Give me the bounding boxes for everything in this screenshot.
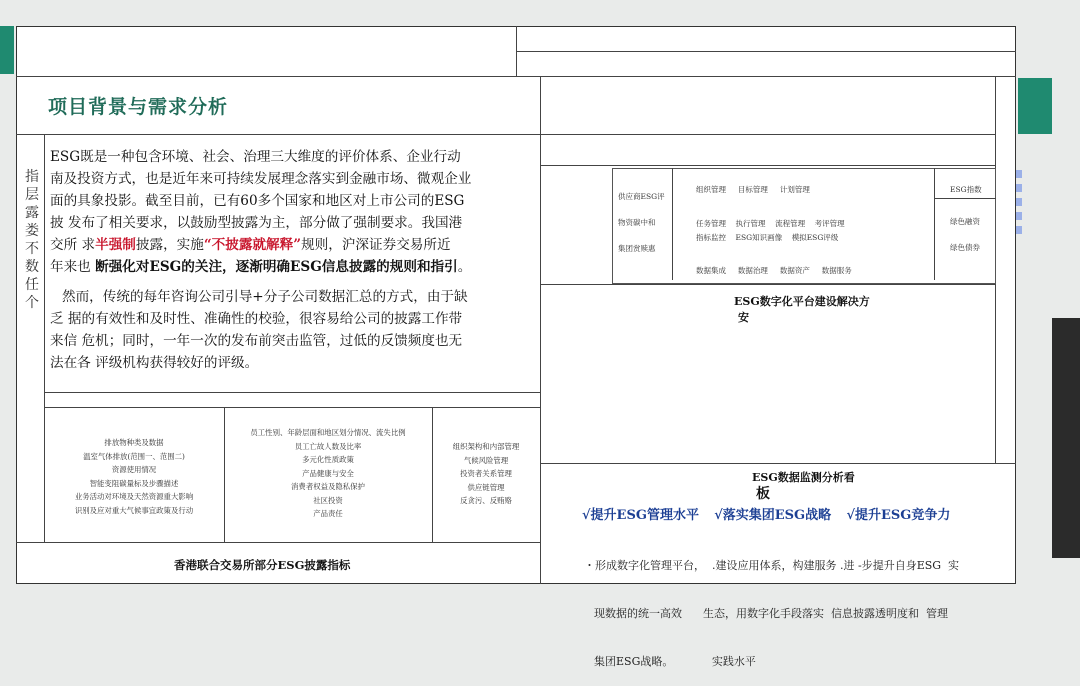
problem-paragraph (50, 286, 540, 374)
indicator-item: 供应链管理 (467, 482, 505, 492)
text-span: 交所 求 (50, 237, 96, 253)
platform-module: 考评管理 (814, 219, 845, 228)
title-underline (16, 134, 540, 135)
para1-line: 南及投资方式，也是近年来可持续发展理念落实到金融市场、微观企业 (50, 171, 472, 187)
table-top-line (44, 392, 540, 393)
platform-inner-line (540, 134, 996, 135)
indicator-item: 排放物种类及数据 (104, 438, 164, 447)
right-edge-blue-dots (1016, 170, 1022, 238)
monitor-title-line: ESG数据监测分析看 (752, 471, 855, 484)
text-span: 规则，沪深证券交易所近 (301, 237, 451, 253)
platform-caption-line: 安 (738, 311, 749, 324)
platform-row (696, 265, 932, 277)
indicator-item: 组织架构和内部管理 (452, 442, 520, 451)
right-edge-accent (1018, 78, 1052, 134)
goal-strategy: √落实集团ESG战略 (714, 508, 832, 523)
platform-inner-line (540, 165, 996, 166)
platform-caption (734, 294, 870, 326)
para1-line: ESG既是一种包含环境、社会、治理三大维度的评价体系、企业行动 (50, 149, 461, 165)
platform-module: 数据集成 (696, 266, 726, 275)
indicator-item: 产品健康与安全 (302, 468, 354, 478)
bold-text: 断强化对ESG的关注，逐渐明确ESG信息披露的规则和指引 (95, 259, 458, 275)
goal-management: √提升ESG管理水平 (582, 508, 699, 523)
platform-module: 数据服务 (821, 266, 852, 275)
platform-module: 任务管理 (696, 219, 726, 228)
platform-left-item: 物资碳中和 (618, 218, 656, 227)
table-col-divider (432, 407, 433, 542)
indicator-item: 员工性别、年龄层面和地区划分情况、流失比例 (250, 428, 406, 437)
monitor-title-line: 板 (756, 486, 770, 502)
indicator-item: 资源使用情况 (111, 465, 157, 474)
para1-line: 披 发布了相关要求，以鼓励型披露为主，部分做了强制要求。我国港 (50, 215, 463, 231)
para1-line (50, 256, 540, 278)
platform-inner-line (540, 284, 996, 285)
page-title: 项目背景与需求分析 (48, 96, 229, 118)
monitor-title (752, 470, 855, 502)
left-column-divider (44, 134, 45, 542)
monitor-top-line (540, 463, 1016, 464)
platform-row (696, 184, 926, 196)
indicator-item: 产品责任 (313, 509, 343, 518)
bullet-line: 集团ESG战略。 实践水平 (594, 655, 756, 668)
table-header-line (44, 407, 540, 408)
para2-line: 来信 危机；同时，一年一次的发布前突击监管，过低的反馈频度也无 (50, 333, 463, 349)
highlight-text: 半强制 (95, 237, 136, 253)
platform-right-list (950, 184, 994, 254)
platform-row (696, 232, 932, 244)
platform-module: 数据治理 (737, 266, 768, 275)
right-edge-dark-strip (1052, 318, 1080, 558)
indicator-item: 社区投资 (313, 495, 343, 505)
platform-left-item: 集团赏赎惠 (618, 244, 656, 253)
platform-row (696, 218, 932, 230)
para2-line: 然而，传统的每年咨询公司引导+分子公司数据汇总的方式，由于缺 (62, 289, 468, 305)
platform-module: 指标监控 (696, 233, 726, 242)
indicator-item: 温室气体排放(范围一、范围二) (83, 451, 185, 461)
diagram-divider (934, 168, 935, 280)
platform-module: 计划管理 (779, 185, 810, 194)
platform-module: 执行管理 (735, 219, 766, 228)
hkex-social-column (228, 426, 428, 521)
diagram-divider (672, 168, 673, 280)
platform-right-item: 绿色债券 (950, 243, 980, 252)
platform-module: 流程管理 (775, 219, 806, 228)
header-right-line (516, 51, 1016, 52)
indicator-item: 消费者权益及隐私保护 (291, 482, 365, 491)
hkex-env-column (48, 436, 220, 517)
table-col-divider (224, 407, 225, 542)
para2-line: 乏 据的有效性和及时性、准确性的校验，很容易给公司的披露工作带 (50, 311, 463, 327)
bullet-line: 现数据的统一高效 生态，用数字化手段落实 信息披露透明度和 管理 (594, 607, 948, 620)
goal-competitiveness: √提升ESG竞争力 (846, 508, 951, 523)
platform-module: 目标管理 (737, 185, 768, 194)
indicator-item: 气候风险管理 (463, 455, 509, 465)
highlight-text: “不披露就解释” (203, 237, 302, 253)
text-span: 披露，实施 (135, 237, 204, 253)
indicator-item: 反贪污、反贿赂 (460, 496, 512, 505)
bullet-line: ・形成数字化管理平台， .建设应用体系，构建服务 .进 -步提升自身ESG 实 (584, 559, 960, 572)
side-vertical-label: 指层露娄不数任个 (25, 169, 39, 311)
platform-module: 组织管理 (696, 185, 726, 194)
monitor-goals (582, 504, 1002, 523)
platform-module: 模拟ESG评级 (791, 233, 839, 242)
para1-line: 面的具象投影。截至目前，已有60多个国家和地区对上市公司的ESG (50, 193, 465, 209)
text-span: 年来也 (50, 259, 96, 275)
para2-line: 法在各 评级机构获得较好的评级。 (50, 355, 259, 371)
platform-module: ESG知识画像 (735, 233, 783, 242)
indicator-item: 员工亡故人数及比率 (294, 441, 362, 451)
hkex-caption: 香港联合交易所部分ESG披露指标 (174, 558, 351, 572)
indicator-item: 智能变阻碳量标及步骤描述 (89, 478, 179, 488)
platform-left-list (618, 184, 670, 262)
table-bottom-line (16, 542, 540, 543)
indicator-item: 业务活动对环境及天然资源重大影响 (74, 492, 194, 501)
hkex-governance-column (436, 440, 536, 508)
indicator-item: 识别及应对重大气候事宜政策及行动 (74, 505, 194, 515)
platform-caption-line: ESG数字化平台建设解决方 (734, 295, 870, 308)
monitor-bullets (584, 526, 1012, 686)
background-paragraph (50, 146, 540, 278)
left-edge-accent (0, 26, 14, 74)
indicator-item: 多元化性质政策 (302, 455, 354, 464)
platform-module: 数据资产 (779, 266, 810, 275)
platform-left-item: 供应商ESG评 (618, 192, 665, 201)
indicator-item: 投资者关系管理 (460, 469, 512, 478)
para1-line (50, 234, 540, 256)
platform-right-item: 绿色融资 (950, 217, 980, 226)
text-span: 。 (457, 259, 472, 275)
platform-right-item: ESG指数 (950, 185, 982, 194)
